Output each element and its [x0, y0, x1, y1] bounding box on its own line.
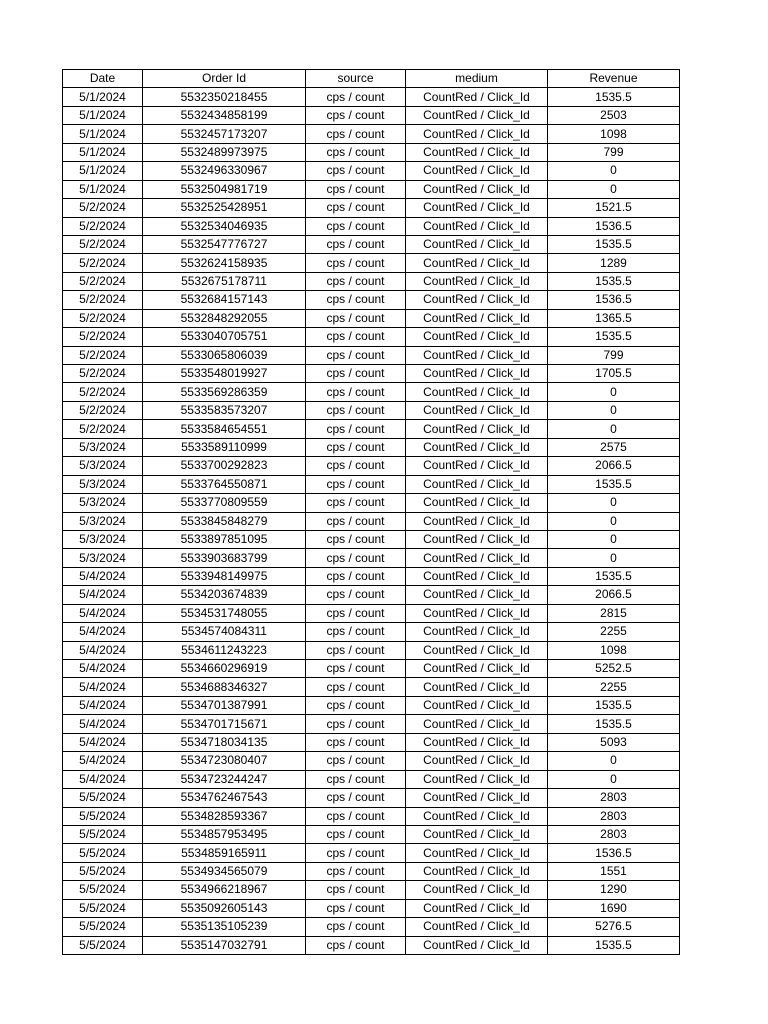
table-row	[63, 623, 680, 641]
table-row	[63, 254, 680, 272]
cell-revenue: 0	[548, 420, 680, 438]
cell-medium: CountRed / Click_Id	[406, 475, 548, 493]
cell-date: 5/1/2024	[63, 143, 143, 161]
cell-revenue: 2066.5	[548, 586, 680, 604]
cell-order-id: 5533897851095	[143, 530, 306, 548]
cell-revenue: 799	[548, 346, 680, 364]
cell-revenue: 1535.5	[548, 88, 680, 106]
cell-revenue: 2255	[548, 623, 680, 641]
cell-date: 5/2/2024	[63, 199, 143, 217]
table-row	[63, 641, 680, 659]
cell-order-id: 5533770809559	[143, 494, 306, 512]
table-row	[63, 88, 680, 106]
cell-revenue: 1365.5	[548, 309, 680, 327]
cell-order-id: 5532547776727	[143, 235, 306, 253]
header-order-id: Order Id	[143, 70, 306, 88]
cell-revenue: 0	[548, 549, 680, 567]
cell-medium: CountRed / Click_Id	[406, 309, 548, 327]
cell-date: 5/2/2024	[63, 291, 143, 309]
table-row	[63, 438, 680, 456]
cell-date: 5/5/2024	[63, 918, 143, 936]
cell-medium: CountRed / Click_Id	[406, 125, 548, 143]
cell-order-id: 5534701715671	[143, 715, 306, 733]
cell-revenue: 1535.5	[548, 696, 680, 714]
table-row	[63, 346, 680, 364]
cell-revenue: 1535.5	[548, 475, 680, 493]
cell-date: 5/4/2024	[63, 696, 143, 714]
cell-medium: CountRed / Click_Id	[406, 143, 548, 161]
table-row	[63, 401, 680, 419]
cell-order-id: 5533583573207	[143, 401, 306, 419]
cell-order-id: 5533903683799	[143, 549, 306, 567]
table-row	[63, 420, 680, 438]
cell-source: cps / count	[306, 475, 406, 493]
cell-medium: CountRed / Click_Id	[406, 291, 548, 309]
cell-order-id: 5532624158935	[143, 254, 306, 272]
cell-revenue: 1535.5	[548, 235, 680, 253]
cell-source: cps / count	[306, 641, 406, 659]
cell-medium: CountRed / Click_Id	[406, 770, 548, 788]
cell-source: cps / count	[306, 623, 406, 641]
cell-date: 5/2/2024	[63, 420, 143, 438]
cell-order-id: 5534688346327	[143, 678, 306, 696]
cell-source: cps / count	[306, 254, 406, 272]
cell-date: 5/5/2024	[63, 899, 143, 917]
cell-date: 5/2/2024	[63, 217, 143, 235]
cell-date: 5/5/2024	[63, 862, 143, 880]
cell-source: cps / count	[306, 235, 406, 253]
cell-order-id: 5534611243223	[143, 641, 306, 659]
cell-date: 5/2/2024	[63, 365, 143, 383]
cell-medium: CountRed / Click_Id	[406, 512, 548, 530]
table-row	[63, 457, 680, 475]
cell-revenue: 5252.5	[548, 660, 680, 678]
table-row	[63, 143, 680, 161]
cell-source: cps / count	[306, 199, 406, 217]
cell-date: 5/5/2024	[63, 789, 143, 807]
table-row	[63, 678, 680, 696]
cell-date: 5/2/2024	[63, 383, 143, 401]
cell-medium: CountRed / Click_Id	[406, 567, 548, 585]
cell-date: 5/1/2024	[63, 106, 143, 124]
cell-date: 5/5/2024	[63, 881, 143, 899]
cell-source: cps / count	[306, 678, 406, 696]
cell-date: 5/3/2024	[63, 457, 143, 475]
table-row	[63, 881, 680, 899]
cell-medium: CountRed / Click_Id	[406, 604, 548, 622]
cell-revenue: 0	[548, 530, 680, 548]
header-medium: medium	[406, 70, 548, 88]
table-row	[63, 549, 680, 567]
cell-medium: CountRed / Click_Id	[406, 899, 548, 917]
cell-medium: CountRed / Click_Id	[406, 401, 548, 419]
cell-date: 5/1/2024	[63, 180, 143, 198]
cell-revenue: 0	[548, 494, 680, 512]
cell-medium: CountRed / Click_Id	[406, 457, 548, 475]
cell-source: cps / count	[306, 696, 406, 714]
table-row	[63, 512, 680, 530]
cell-source: cps / count	[306, 733, 406, 751]
cell-medium: CountRed / Click_Id	[406, 586, 548, 604]
table-row	[63, 807, 680, 825]
cell-date: 5/3/2024	[63, 438, 143, 456]
cell-medium: CountRed / Click_Id	[406, 88, 548, 106]
table-row	[63, 899, 680, 917]
table-row	[63, 475, 680, 493]
cell-revenue: 2803	[548, 825, 680, 843]
cell-order-id: 5533065806039	[143, 346, 306, 364]
cell-date: 5/2/2024	[63, 272, 143, 290]
cell-revenue: 2815	[548, 604, 680, 622]
cell-source: cps / count	[306, 918, 406, 936]
cell-medium: CountRed / Click_Id	[406, 752, 548, 770]
cell-date: 5/5/2024	[63, 807, 143, 825]
cell-medium: CountRed / Click_Id	[406, 420, 548, 438]
cell-order-id: 5534859165911	[143, 844, 306, 862]
cell-source: cps / count	[306, 309, 406, 327]
cell-date: 5/1/2024	[63, 162, 143, 180]
table-row	[63, 660, 680, 678]
table-row	[63, 733, 680, 751]
cell-date: 5/5/2024	[63, 936, 143, 954]
cell-source: cps / count	[306, 899, 406, 917]
table-row	[63, 567, 680, 585]
cell-medium: CountRed / Click_Id	[406, 881, 548, 899]
cell-order-id: 5533948149975	[143, 567, 306, 585]
cell-revenue: 0	[548, 770, 680, 788]
cell-order-id: 5533845848279	[143, 512, 306, 530]
cell-date: 5/4/2024	[63, 678, 143, 696]
cell-order-id: 5534828593367	[143, 807, 306, 825]
cell-medium: CountRed / Click_Id	[406, 825, 548, 843]
cell-revenue: 2803	[548, 807, 680, 825]
table-row	[63, 530, 680, 548]
cell-date: 5/2/2024	[63, 235, 143, 253]
cell-date: 5/4/2024	[63, 623, 143, 641]
cell-medium: CountRed / Click_Id	[406, 530, 548, 548]
cell-date: 5/4/2024	[63, 586, 143, 604]
cell-revenue: 1289	[548, 254, 680, 272]
cell-order-id: 5534966218967	[143, 881, 306, 899]
cell-medium: CountRed / Click_Id	[406, 254, 548, 272]
cell-source: cps / count	[306, 125, 406, 143]
cell-order-id: 5532350218455	[143, 88, 306, 106]
cell-revenue: 1536.5	[548, 844, 680, 862]
cell-revenue: 0	[548, 383, 680, 401]
cell-medium: CountRed / Click_Id	[406, 180, 548, 198]
cell-source: cps / count	[306, 272, 406, 290]
cell-medium: CountRed / Click_Id	[406, 844, 548, 862]
table-row	[63, 696, 680, 714]
cell-revenue: 1690	[548, 899, 680, 917]
cell-medium: CountRed / Click_Id	[406, 328, 548, 346]
cell-source: cps / count	[306, 807, 406, 825]
table-row	[63, 844, 680, 862]
table-body	[63, 88, 680, 955]
cell-date: 5/5/2024	[63, 844, 143, 862]
cell-order-id: 5533589110999	[143, 438, 306, 456]
table-row	[63, 752, 680, 770]
cell-source: cps / count	[306, 512, 406, 530]
cell-revenue: 1535.5	[548, 272, 680, 290]
cell-revenue: 0	[548, 180, 680, 198]
cell-source: cps / count	[306, 530, 406, 548]
cell-date: 5/4/2024	[63, 715, 143, 733]
orders-table	[62, 69, 680, 955]
cell-order-id: 5534857953495	[143, 825, 306, 843]
cell-revenue: 5276.5	[548, 918, 680, 936]
cell-order-id: 5535135105239	[143, 918, 306, 936]
cell-revenue: 1536.5	[548, 291, 680, 309]
table-row	[63, 235, 680, 253]
cell-revenue: 1290	[548, 881, 680, 899]
cell-source: cps / count	[306, 383, 406, 401]
cell-date: 5/3/2024	[63, 512, 143, 530]
table-row	[63, 106, 680, 124]
cell-order-id: 5534574084311	[143, 623, 306, 641]
cell-medium: CountRed / Click_Id	[406, 217, 548, 235]
cell-date: 5/3/2024	[63, 530, 143, 548]
table-row	[63, 180, 680, 198]
cell-source: cps / count	[306, 881, 406, 899]
cell-date: 5/4/2024	[63, 733, 143, 751]
table-row	[63, 936, 680, 954]
cell-order-id: 5533548019927	[143, 365, 306, 383]
cell-medium: CountRed / Click_Id	[406, 936, 548, 954]
table-row	[63, 365, 680, 383]
cell-order-id: 5532504981719	[143, 180, 306, 198]
cell-medium: CountRed / Click_Id	[406, 383, 548, 401]
cell-date: 5/2/2024	[63, 309, 143, 327]
cell-revenue: 2503	[548, 106, 680, 124]
cell-order-id: 5533700292823	[143, 457, 306, 475]
cell-revenue: 2066.5	[548, 457, 680, 475]
table-row	[63, 789, 680, 807]
cell-medium: CountRed / Click_Id	[406, 106, 548, 124]
cell-order-id: 5532848292055	[143, 309, 306, 327]
cell-order-id: 5534660296919	[143, 660, 306, 678]
cell-date: 5/3/2024	[63, 475, 143, 493]
cell-source: cps / count	[306, 291, 406, 309]
cell-source: cps / count	[306, 457, 406, 475]
table-row	[63, 918, 680, 936]
table-row	[63, 770, 680, 788]
cell-date: 5/5/2024	[63, 825, 143, 843]
cell-source: cps / count	[306, 862, 406, 880]
cell-date: 5/4/2024	[63, 660, 143, 678]
cell-order-id: 5533584654551	[143, 420, 306, 438]
cell-revenue: 1705.5	[548, 365, 680, 383]
cell-source: cps / count	[306, 844, 406, 862]
cell-revenue: 1535.5	[548, 567, 680, 585]
cell-source: cps / count	[306, 217, 406, 235]
cell-source: cps / count	[306, 106, 406, 124]
cell-source: cps / count	[306, 346, 406, 364]
table-row	[63, 604, 680, 622]
cell-revenue: 1098	[548, 125, 680, 143]
header-source: source	[306, 70, 406, 88]
cell-medium: CountRed / Click_Id	[406, 365, 548, 383]
cell-medium: CountRed / Click_Id	[406, 715, 548, 733]
cell-order-id: 5534718034135	[143, 733, 306, 751]
cell-source: cps / count	[306, 420, 406, 438]
cell-source: cps / count	[306, 825, 406, 843]
cell-source: cps / count	[306, 180, 406, 198]
cell-revenue: 1535.5	[548, 328, 680, 346]
cell-medium: CountRed / Click_Id	[406, 733, 548, 751]
cell-source: cps / count	[306, 494, 406, 512]
cell-medium: CountRed / Click_Id	[406, 862, 548, 880]
cell-order-id: 5533764550871	[143, 475, 306, 493]
cell-revenue: 5093	[548, 733, 680, 751]
cell-source: cps / count	[306, 328, 406, 346]
cell-order-id: 5534531748055	[143, 604, 306, 622]
cell-order-id: 5532525428951	[143, 199, 306, 217]
cell-source: cps / count	[306, 162, 406, 180]
cell-order-id: 5532675178711	[143, 272, 306, 290]
cell-order-id: 5533569286359	[143, 383, 306, 401]
cell-medium: CountRed / Click_Id	[406, 623, 548, 641]
cell-medium: CountRed / Click_Id	[406, 438, 548, 456]
cell-source: cps / count	[306, 88, 406, 106]
cell-revenue: 1551	[548, 862, 680, 880]
cell-order-id: 5534934565079	[143, 862, 306, 880]
cell-source: cps / count	[306, 660, 406, 678]
table-row	[63, 199, 680, 217]
cell-source: cps / count	[306, 604, 406, 622]
cell-order-id: 5534762467543	[143, 789, 306, 807]
cell-order-id: 5535147032791	[143, 936, 306, 954]
header-revenue: Revenue	[548, 70, 680, 88]
table-row	[63, 825, 680, 843]
cell-medium: CountRed / Click_Id	[406, 272, 548, 290]
cell-medium: CountRed / Click_Id	[406, 199, 548, 217]
cell-medium: CountRed / Click_Id	[406, 918, 548, 936]
cell-source: cps / count	[306, 365, 406, 383]
cell-medium: CountRed / Click_Id	[406, 807, 548, 825]
cell-revenue: 0	[548, 162, 680, 180]
cell-revenue: 1535.5	[548, 715, 680, 733]
table-row	[63, 715, 680, 733]
cell-order-id: 5532434858199	[143, 106, 306, 124]
cell-medium: CountRed / Click_Id	[406, 678, 548, 696]
cell-date: 5/4/2024	[63, 604, 143, 622]
cell-medium: CountRed / Click_Id	[406, 696, 548, 714]
cell-date: 5/2/2024	[63, 328, 143, 346]
cell-source: cps / count	[306, 143, 406, 161]
cell-order-id: 5533040705751	[143, 328, 306, 346]
cell-revenue: 2255	[548, 678, 680, 696]
table-row	[63, 862, 680, 880]
cell-order-id: 5532457173207	[143, 125, 306, 143]
header-date: Date	[63, 70, 143, 88]
cell-date: 5/1/2024	[63, 88, 143, 106]
cell-date: 5/4/2024	[63, 770, 143, 788]
table-row	[63, 217, 680, 235]
cell-medium: CountRed / Click_Id	[406, 346, 548, 364]
cell-date: 5/1/2024	[63, 125, 143, 143]
cell-revenue: 2575	[548, 438, 680, 456]
cell-medium: CountRed / Click_Id	[406, 660, 548, 678]
cell-date: 5/4/2024	[63, 752, 143, 770]
cell-medium: CountRed / Click_Id	[406, 641, 548, 659]
cell-revenue: 799	[548, 143, 680, 161]
cell-medium: CountRed / Click_Id	[406, 235, 548, 253]
cell-revenue: 0	[548, 401, 680, 419]
cell-revenue: 0	[548, 512, 680, 530]
cell-revenue: 1098	[548, 641, 680, 659]
cell-source: cps / count	[306, 752, 406, 770]
table-row	[63, 125, 680, 143]
table-row	[63, 383, 680, 401]
cell-order-id: 5535092605143	[143, 899, 306, 917]
cell-medium: CountRed / Click_Id	[406, 549, 548, 567]
table-row	[63, 328, 680, 346]
cell-source: cps / count	[306, 567, 406, 585]
cell-medium: CountRed / Click_Id	[406, 494, 548, 512]
cell-revenue: 1536.5	[548, 217, 680, 235]
cell-order-id: 5532684157143	[143, 291, 306, 309]
cell-order-id: 5532534046935	[143, 217, 306, 235]
cell-revenue: 1521.5	[548, 199, 680, 217]
table-row	[63, 494, 680, 512]
cell-order-id: 5534701387991	[143, 696, 306, 714]
cell-date: 5/2/2024	[63, 401, 143, 419]
cell-source: cps / count	[306, 401, 406, 419]
cell-revenue: 2803	[548, 789, 680, 807]
cell-date: 5/4/2024	[63, 567, 143, 585]
cell-date: 5/2/2024	[63, 346, 143, 364]
table-row	[63, 162, 680, 180]
cell-date: 5/2/2024	[63, 254, 143, 272]
table-row	[63, 586, 680, 604]
header-row	[63, 70, 680, 88]
cell-order-id: 5534203674839	[143, 586, 306, 604]
cell-revenue: 1535.5	[548, 936, 680, 954]
cell-date: 5/3/2024	[63, 549, 143, 567]
table-row	[63, 272, 680, 290]
cell-order-id: 5534723080407	[143, 752, 306, 770]
cell-source: cps / count	[306, 438, 406, 456]
cell-source: cps / count	[306, 549, 406, 567]
table-row	[63, 309, 680, 327]
cell-revenue: 0	[548, 752, 680, 770]
cell-source: cps / count	[306, 586, 406, 604]
cell-medium: CountRed / Click_Id	[406, 162, 548, 180]
cell-source: cps / count	[306, 715, 406, 733]
cell-order-id: 5534723244247	[143, 770, 306, 788]
cell-source: cps / count	[306, 770, 406, 788]
cell-medium: CountRed / Click_Id	[406, 789, 548, 807]
cell-date: 5/3/2024	[63, 494, 143, 512]
cell-date: 5/4/2024	[63, 641, 143, 659]
cell-source: cps / count	[306, 936, 406, 954]
cell-order-id: 5532489973975	[143, 143, 306, 161]
cell-source: cps / count	[306, 789, 406, 807]
cell-order-id: 5532496330967	[143, 162, 306, 180]
table-row	[63, 291, 680, 309]
